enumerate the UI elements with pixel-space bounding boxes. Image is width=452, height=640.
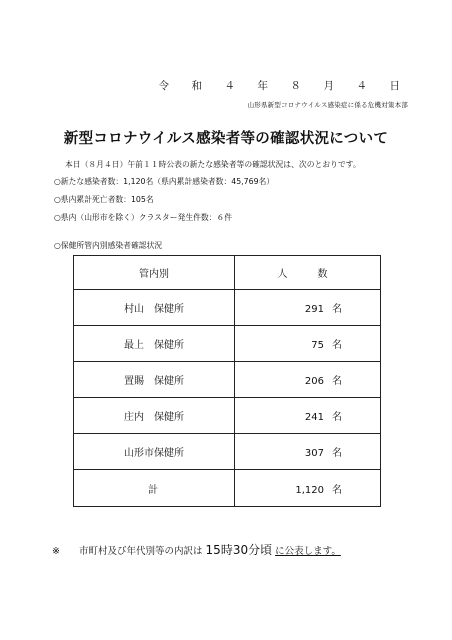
total-label: 計 (74, 470, 235, 507)
count-unit: 名 (332, 448, 342, 459)
count-cell (235, 326, 381, 362)
issuer-name: 山形県新型コロナウイルス感染症に係る危機対策本部 (247, 101, 408, 109)
cluster-item: ○県内（山形市を除く）クラスター発生件数：６件 (54, 213, 233, 222)
table-header-row (74, 256, 381, 290)
count-value: 291 (304, 304, 324, 315)
table-row (74, 326, 381, 362)
cases-by-health-center-table (73, 255, 381, 507)
count-value: 241 (304, 412, 324, 423)
total-count-unit: 名 (332, 484, 342, 496)
total-count-cell (235, 470, 381, 507)
table-row (74, 290, 381, 326)
count-unit: 名 (332, 376, 342, 387)
footnote-text: 市町村及び年代別等の内訳は (79, 546, 203, 557)
new-cases-item: ○新たな感染者数：1,120名（県内累計感染者数：45,769名） (54, 177, 275, 186)
area-cell: 山形市保健所 (74, 434, 235, 470)
header-area: 管内別 (74, 256, 235, 290)
area-cell: 庄内 保健所 (74, 398, 235, 434)
area-cell: 置賜 保健所 (74, 362, 235, 398)
footnote (52, 541, 341, 558)
area-cell: 最上 保健所 (74, 326, 235, 362)
count-value: 75 (311, 340, 324, 351)
table-row (74, 434, 381, 470)
table-total-row (74, 470, 381, 507)
document-title: 新型コロナウイルス感染者等の確認状況について (63, 131, 389, 147)
table-row (74, 398, 381, 434)
header-count: 人 数 (235, 256, 381, 290)
area-cell: 村山 保健所 (74, 290, 235, 326)
table-caption: ○保健所管内別感染者確認状況 (54, 241, 163, 250)
table-row (74, 362, 381, 398)
count-cell (235, 290, 381, 326)
footnote-text-after: に公表します。 (275, 546, 341, 557)
count-unit: 名 (332, 304, 342, 315)
count-unit: 名 (332, 412, 342, 423)
count-cell (235, 362, 381, 398)
deaths-item: ○県内累計死亡者数：105名 (54, 195, 154, 204)
count-cell (235, 398, 381, 434)
document-date: 令 和 ４ 年 ８ 月 ４ 日 (158, 80, 406, 92)
count-unit: 名 (332, 340, 342, 351)
count-cell (235, 434, 381, 470)
intro-paragraph: 本日（８月４日）午前１１時公表の新たな感染者等の確認状況は、次のとおりです。 (65, 160, 361, 169)
count-value: 307 (304, 448, 324, 459)
footnote-mark: ※ (52, 546, 60, 557)
count-value: 206 (304, 376, 324, 387)
total-count-value: 1,120 (295, 484, 324, 496)
footnote-time: 15時30分頃 (205, 543, 273, 557)
